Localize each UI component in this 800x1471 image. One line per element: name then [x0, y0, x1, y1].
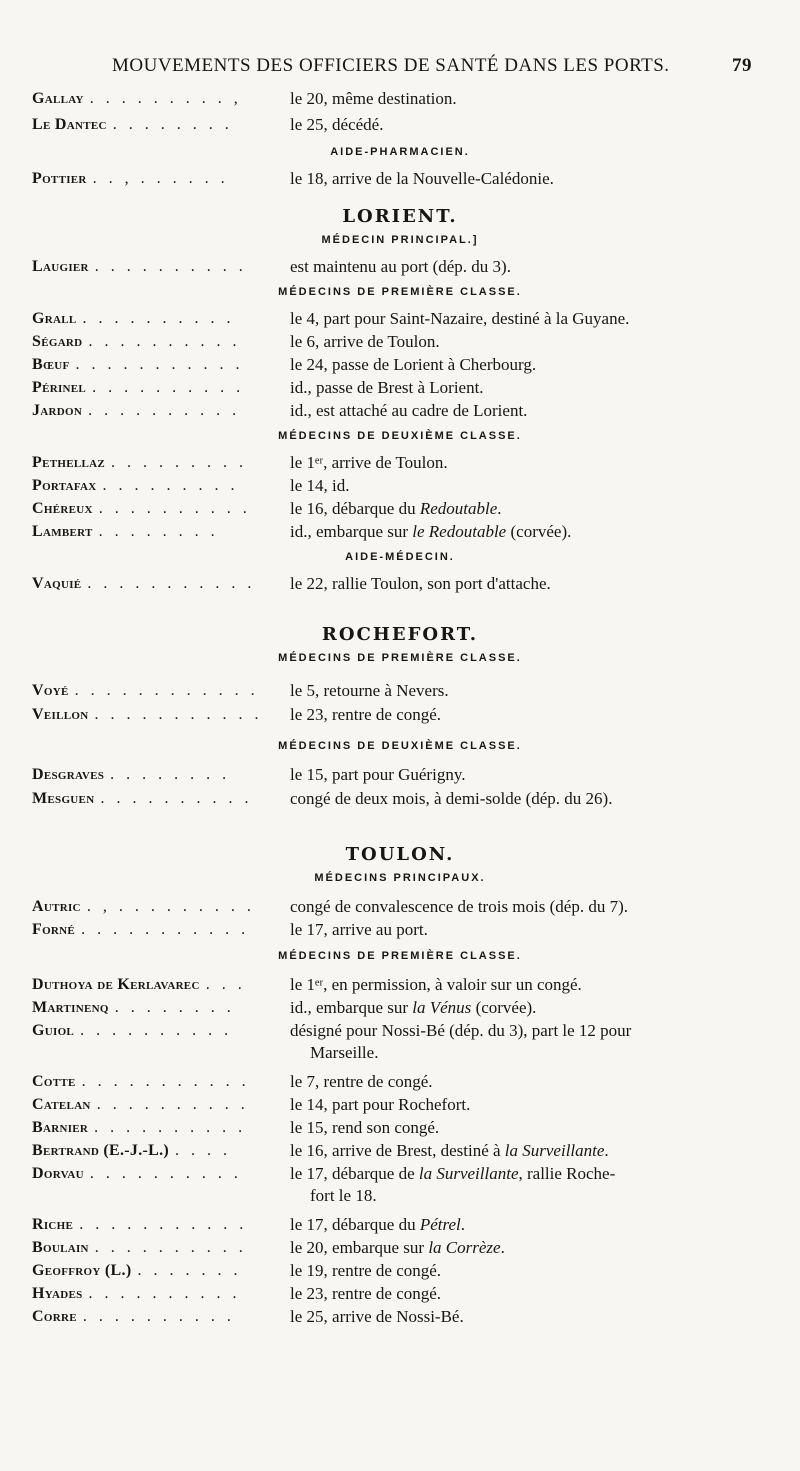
movement-text: le 24, passe de Lorient à Cherbourg. — [290, 355, 537, 374]
leader-dots: . . . . . . . . . . — [89, 1165, 242, 1182]
movement-text: le 14, part pour Rochefort. — [290, 1095, 471, 1114]
rank-heading: MÉDECIN PRINCIPAL.] — [321, 234, 479, 246]
rank-heading: MÉDECINS DE PREMIÈRE CLASSE. — [278, 286, 522, 298]
rank-heading: MÉDECINS DE DEUXIÈME CLASSE. — [278, 430, 522, 442]
leader-dots: . . . . . . . . . . — [94, 258, 247, 275]
movement-text: le 6, arrive de Toulon. — [290, 332, 440, 351]
movement-text: id., passe de Brest à Lorient. — [290, 378, 484, 397]
leader-dots: . . , . . . . . . — [92, 170, 229, 187]
port-heading: ROCHEFORT. — [321, 624, 479, 645]
officer-name: Barnier — [32, 1119, 89, 1136]
leader-dots: . . . . . . . . — [110, 766, 231, 783]
officer-name: Bertrand (E.-J.-L.) — [32, 1142, 170, 1159]
movement-text: le 4, part pour Saint-Nazaire, destiné à la Guyane. — [290, 309, 630, 328]
movement-text: le 14, id. — [290, 476, 350, 495]
officer-name: Ségard — [32, 333, 83, 350]
rank-heading: AIDE-PHARMACIEN. — [330, 146, 470, 158]
leader-dots: . . . . . . . . . . — [94, 1119, 247, 1136]
movement-text: le 16, arrive de Brest, destiné à la Surveillante. — [290, 1141, 609, 1160]
officer-name: Jardon — [32, 402, 83, 419]
movement-text: le 20, embarque sur la Corrèze. — [290, 1238, 505, 1257]
page-number: 79 — [732, 55, 752, 76]
movement-text: le 18, arrive de la Nouvelle-Calédonie. — [290, 169, 554, 188]
movement-text: le 15, part pour Guérigny. — [290, 765, 466, 784]
leader-dots: . . . . . . . . . . . — [75, 356, 244, 373]
officer-name: Laugier — [32, 258, 89, 275]
movement-text: le 17, débarque de la Surveillante, rallie Roche- — [290, 1164, 616, 1183]
ship-name: la Corrèze — [428, 1238, 501, 1257]
movement-text: le 1ᵉʳ, en permission, à valoir sur un congé. — [290, 975, 582, 994]
leader-dots: . . . . . . . . . . — [92, 379, 245, 396]
movement-text: le 1ᵉʳ, arrive de Toulon. — [290, 453, 448, 472]
movement-text: le 20, même destination. — [290, 89, 457, 108]
officer-name: Pottier — [32, 170, 87, 187]
movement-text: le 16, débarque du Redoutable. — [290, 499, 502, 518]
movement-text: le 23, rentre de congé. — [290, 1284, 442, 1303]
rank-heading: MÉDECINS DE PREMIÈRE CLASSE. — [278, 950, 522, 962]
rank-heading: AIDE-MÉDECIN. — [345, 551, 455, 563]
leader-dots: . . . . . . . . . . — [88, 333, 241, 350]
rank-heading: MÉDECINS DE PREMIÈRE CLASSE. — [278, 652, 522, 664]
officer-name: Veillon — [32, 706, 89, 723]
leader-dots: . . . . — [175, 1142, 232, 1159]
leader-dots: . . . . . . . . . — [111, 454, 247, 471]
movement-text: congé de convalescence de trois mois (dép. du 7). — [290, 897, 628, 916]
officer-name: Martinenq — [32, 999, 109, 1016]
officer-name: Cotte — [32, 1073, 76, 1090]
officer-name: Riche — [32, 1216, 74, 1233]
leader-dots: . . . . . . . . . . — [98, 500, 251, 517]
leader-dots: . . . . . . . . — [114, 999, 235, 1016]
movement-text: le 25, décédé. — [290, 115, 384, 134]
officer-name: Boulain — [32, 1239, 89, 1256]
leader-dots: . . . . . . . . . . . — [81, 921, 250, 938]
officer-name: Geoffroy (L.) — [32, 1262, 132, 1279]
movement-text-continued: fort le 18. — [310, 1186, 377, 1205]
officer-name: Périnel — [32, 379, 87, 396]
officer-name: Corre — [32, 1308, 77, 1325]
ship-name: la Vénus — [412, 998, 472, 1017]
leader-dots: . . . . . . . . — [98, 523, 219, 540]
port-heading: LORIENT. — [342, 206, 458, 227]
movement-text: le 23, rentre de congé. — [290, 705, 442, 724]
rank-heading: MÉDECINS DE DEUXIÈME CLASSE. — [278, 740, 522, 752]
leader-dots: . , . . . . . . . . . — [86, 898, 255, 915]
leader-dots: . . . . . . . . . . — [94, 1239, 247, 1256]
officer-name: Dorvau — [32, 1165, 84, 1182]
officer-name: Hyades — [32, 1285, 83, 1302]
movement-text: id., embarque sur le Redoutable (corvée). — [290, 522, 572, 541]
movement-text-continued: Marseille. — [310, 1043, 379, 1062]
officer-name: Lambert — [32, 523, 93, 540]
leader-dots: . . . . . . . . . . — [100, 790, 253, 807]
leader-dots: . . . . . . . . . . . — [94, 706, 263, 723]
movement-text: id., embarque sur la Vénus (corvée). — [290, 998, 537, 1017]
leader-dots: . . . . . . . — [137, 1262, 242, 1279]
ship-name: la Surveillante — [504, 1141, 605, 1160]
officer-name: Grall — [32, 310, 77, 327]
running-title: MOUVEMENTS DES OFFICIERS DE SANTÉ DANS LES PORTS. — [112, 55, 670, 76]
movement-text: id., est attaché au cadre de Lorient. — [290, 401, 528, 420]
movement-text: le 22, rallie Toulon, son port d'attache. — [290, 574, 551, 593]
port-heading: TOULON. — [345, 844, 455, 865]
leader-dots: . . . . . . . . . . — [88, 1285, 241, 1302]
movement-text: congé de deux mois, à demi-solde (dép. du 26). — [290, 789, 613, 808]
rank-heading: MÉDECINS PRINCIPAUX. — [314, 872, 486, 884]
movement-text: désigné pour Nossi-Bé (dép. du 3), part le 12 pour — [290, 1021, 632, 1040]
ship-name: la Surveillante — [418, 1164, 519, 1183]
ship-name: le Redoutable — [412, 522, 507, 541]
leader-dots: . . . . . . . . . . . — [87, 575, 256, 592]
officer-name: Catelan — [32, 1096, 91, 1113]
officer-name: Guiol — [32, 1022, 75, 1039]
leader-dots: . . . . . . . . . . . . — [74, 682, 259, 699]
leader-dots: . . . . . . . . . — [102, 477, 239, 494]
officer-name: Forné — [32, 921, 76, 938]
leader-dots: . . . . . . . . . , — [89, 90, 242, 107]
leader-dots: . . . . . . . . . . — [82, 1308, 235, 1325]
officer-name: Gallay — [32, 90, 84, 107]
officer-name: Vaquié — [32, 575, 82, 592]
ship-name: Redoutable — [419, 499, 498, 518]
officer-name: Bœuf — [32, 356, 70, 373]
officer-name: Mesguen — [32, 790, 95, 807]
officer-name: Autric — [32, 898, 81, 915]
officer-name: Chéreux — [32, 500, 93, 517]
leader-dots: . . . . . . . . . . — [96, 1096, 249, 1113]
movement-text: est maintenu au port (dép. du 3). — [290, 257, 511, 276]
leader-dots: . . . . . . . . . . . — [79, 1216, 248, 1233]
movement-text: le 15, rend son congé. — [290, 1118, 440, 1137]
leader-dots: . . . . . . . . . . — [88, 402, 241, 419]
leader-dots: . . . . . . . . . . — [82, 310, 235, 327]
ship-name: Pétrel — [419, 1215, 461, 1234]
officer-name: Portafax — [32, 477, 97, 494]
movement-text: le 17, débarque du Pétrel. — [290, 1215, 465, 1234]
leader-dots: . . . . . . . . . . — [80, 1022, 233, 1039]
officer-name: Pethellaz — [32, 454, 105, 471]
leader-dots: . . . . . . . . . . . — [81, 1073, 250, 1090]
officer-name: Voyé — [32, 682, 69, 699]
movement-text: le 17, arrive au port. — [290, 920, 428, 939]
officer-name: Le Dantec — [32, 116, 107, 133]
leader-dots: . . . . . . . . — [112, 116, 233, 133]
leader-dots: . . . — [205, 976, 246, 993]
movement-text: le 7, rentre de congé. — [290, 1072, 433, 1091]
movement-text: le 5, retourne à Nevers. — [290, 681, 449, 700]
officer-name: Desgraves — [32, 766, 105, 783]
movement-text: le 25, arrive de Nossi-Bé. — [290, 1307, 464, 1326]
officer-name: Duthoya de Kerlavarec — [32, 976, 200, 993]
movement-text: le 19, rentre de congé. — [290, 1261, 442, 1280]
